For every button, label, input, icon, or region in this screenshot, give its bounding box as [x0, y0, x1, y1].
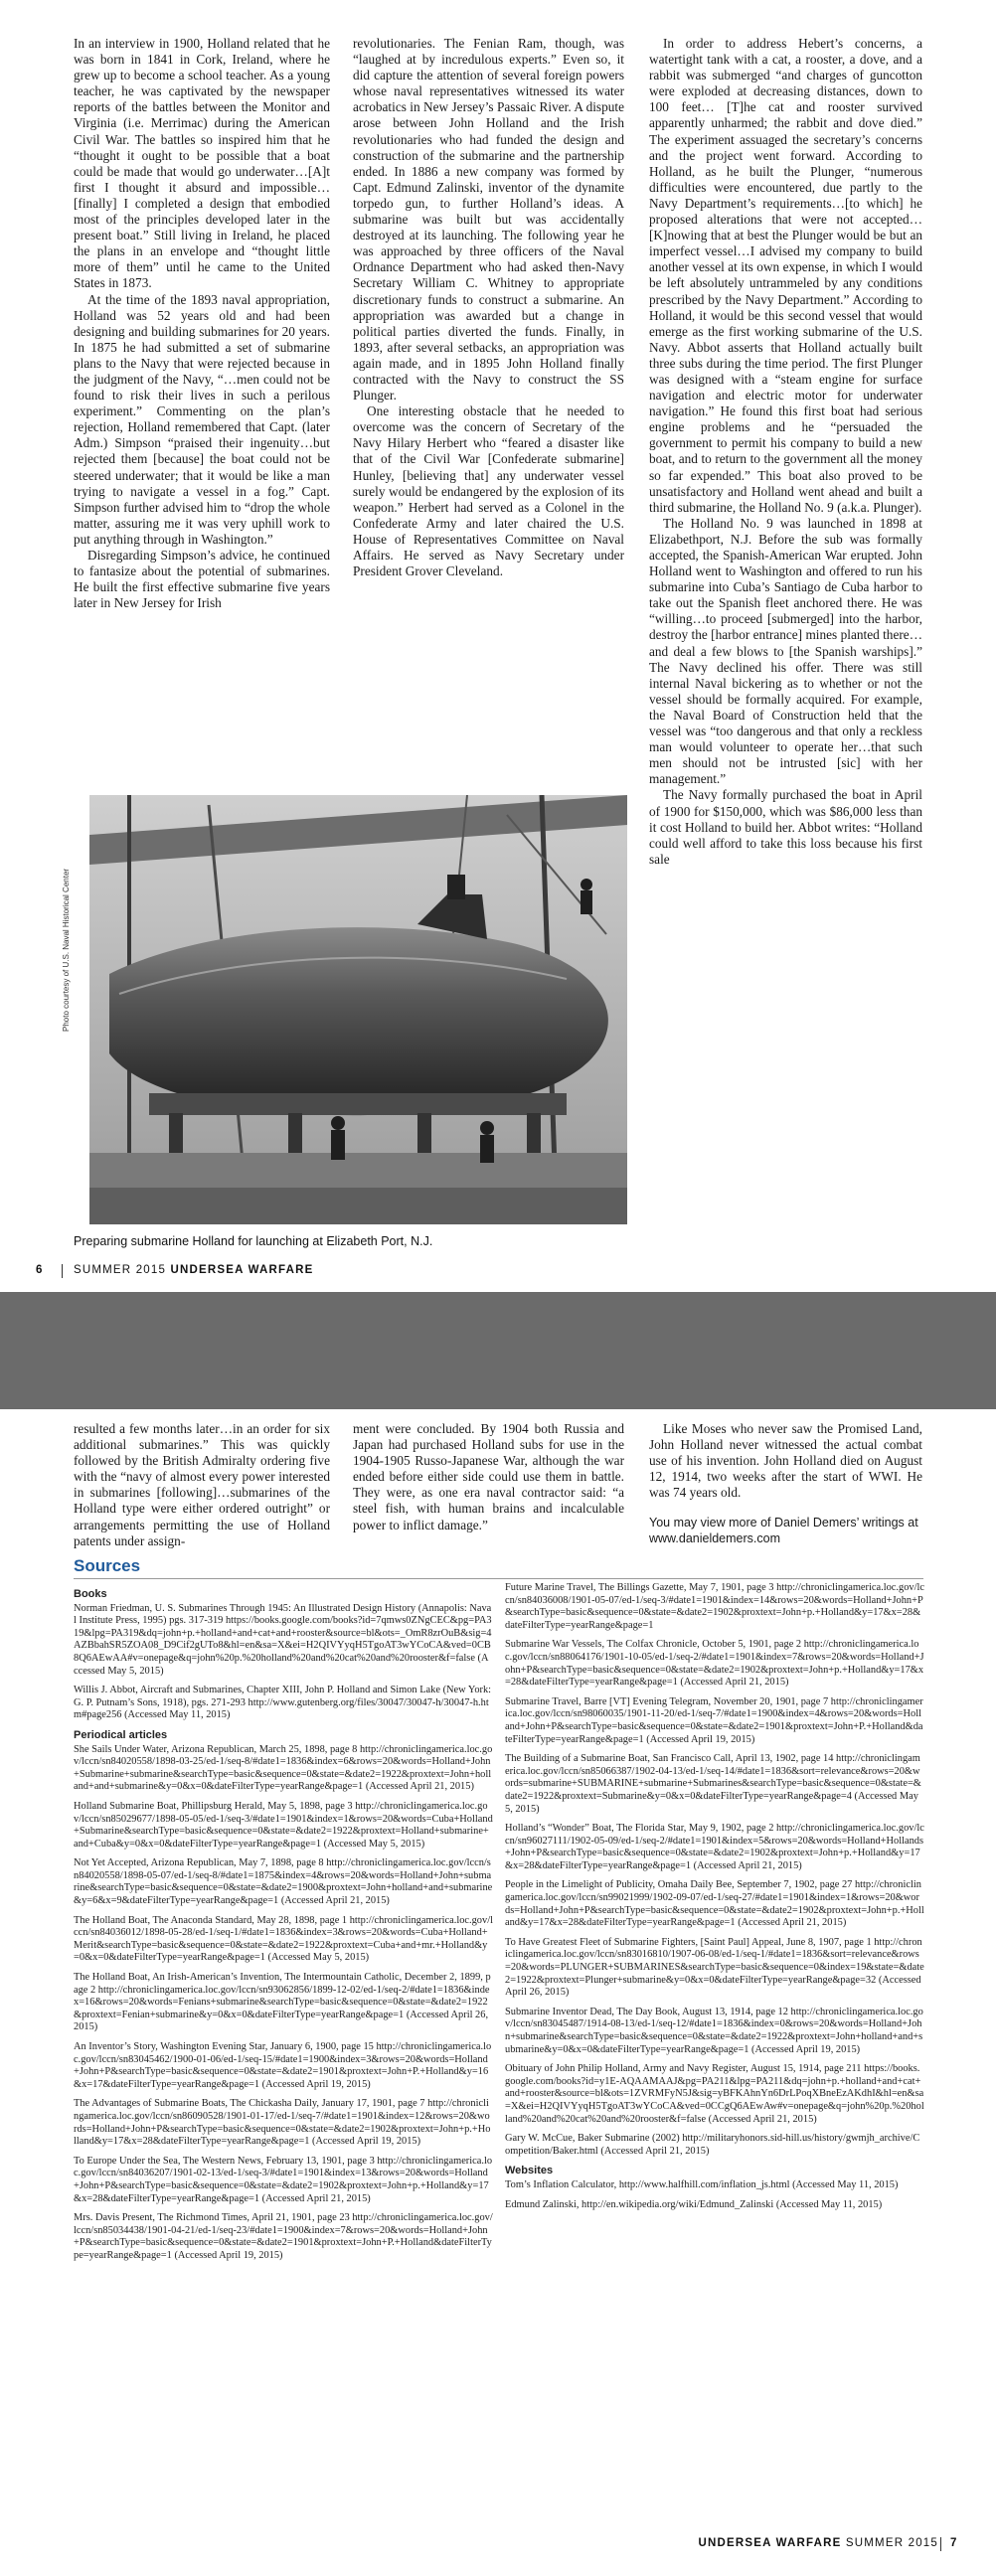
paragraph: Like Moses who never saw the Promised Land, John Holland never witnessed the actual combat use of his invention. John Holland died on August 12, 1914, two weeks after the start of WWI. He was 74 years old. [649, 1421, 922, 1501]
source-entry: Edmund Zalinski, http://en.wikipedia.org/wiki/Edmund_Zalinski (Accessed May 11, 2015) [505, 2198, 883, 2210]
sources-column-right [505, 1582, 924, 2218]
source-entry: She Sails Under Water, Arizona Republican, March 25, 1898, page 8 http://chroniclingamerica.loc.gov/lccn/sn84020558/1898-03-25/ed-1/seq-8/#date1=1836&index=6&rows=20&words=Holland+John+Submarine+submarine&searchType=basic&sequence=0&state=&date2=1922&proxtext=John+holland+and+submarine&y=0&x=0&dateFilterType=yearRange&page=1 (Accessed April 21, 2015) [74, 1743, 493, 1793]
paragraph: revolutionaries. The Fenian Ram, though, was “laughed at by incredulous experts.” Even so, it did capture the attention of several foreign powers whose naval representatives witnessed its water acrobatics in New Jersey’s Passaic River. A dispute arose between John Holland and the Irish revolutionaries who had funded the design and construction of the submarine and the partnership ended. In 1886 a new company was formed by Capt. Edmund Zalinski, inventor of the dynamite torpedo gun, to further Holland’s ideas. A submarine was built but was accidentally destroyed at its launching. The following year he was approached by three officers of the Naval Ordnance Department who had asked then-Navy Secretary William C. Whitney to appropriate discretionary funds to construct a submarine. An appropriation was awarded but a change in political parties diverted the funds. Finally, in 1893, after several setbacks, an appropriation was again made, and in 1895 John Holland finally contracted with the Navy to construct the SS Plunger. [353, 36, 624, 403]
source-entry: Tom’s Inflation Calculator, http://www.halfhill.com/inflation_js.html (Accessed May 11, 2015) [505, 2178, 899, 2190]
books-heading: Books [74, 1588, 107, 1600]
column-2 [353, 36, 624, 579]
websites-heading: Websites [505, 2165, 554, 2177]
page-7 [0, 1409, 996, 2576]
source-entry: An Inventor’s Story, Washington Evening Star, January 6, 1900, page 15 http://chroniclingamerica.loc.gov/lccn/sn83045462/1900-01-06/ed-1/seq-15/#date1=1900&index=3&rows=20&words=Holland+John+P&searchType=basic&sequence=0&state=&date2=1901&proxtext=John+P.+Holland&y=16&x=17&dateFilterType=yearRange&page=1 (Accessed April 19, 2015) [74, 2041, 492, 2090]
sources-rule [74, 1578, 923, 1579]
column-3 [649, 1421, 922, 1546]
source-entry: Not Yet Accepted, Arizona Republican, May 7, 1898, page 8 http://chroniclingamerica.loc.gov/lccn/sn84020558/1898-05-07/ed-1/seq-8/#date1=1875&index=4&rows=20&words=Holland+John+submarine&searchType=basic&sequence=0&state=&date2=1900&proxtext=John+holland+and+submarine&y=6&x=9&dateFilterType=yearRange&page=1 (Accessed April 21, 2015) [74, 1857, 493, 1907]
photo-caption: Preparing submarine Holland for launching at Elizabeth Port, N.J. [74, 1234, 433, 1248]
paragraph: In an interview in 1900, Holland related that he was born in 1841 in Cork, Ireland, where he grew up to become a school teacher. As a young teacher, he was captivated by the newspaper reports of the battles between the Monitor and Virginia (i.e. Merrimac) during the American Civil War. The battles so inspired him that he “thought it ought to be possible that a boat could be made that would go underwater…[A]t first I thought it absurd and impossible…[finally] I completed a design that embodied most of the principles developed later in the present boat.” Still living in Ireland, he placed the plans in an envelope and “thought little more of them” until he came to the United States in 1873. [74, 36, 330, 291]
author-byline: You may view more of Daniel Demers’ writings at www.danieldemers.com [649, 1516, 918, 1546]
photo-credit: Photo courtesy of U.S. Naval Historical Center [62, 868, 71, 1032]
periodicals-heading: Periodical articles [74, 1728, 168, 1741]
source-entry: Gary W. McCue, Baker Submarine (2002) http://militaryhonors.sid-hill.us/history/gwmjh_archive/Competition/Baker.html (Accessed April 21, 2015) [505, 2133, 920, 2157]
page-number: 7 [950, 2537, 958, 2549]
column-3 [649, 36, 922, 868]
column-2 [353, 1421, 624, 1533]
sources-heading: Sources [74, 1556, 141, 1575]
paragraph: One interesting obstacle that he needed to overcome was the concern of Secretary of the Navy Hilary Herbert who “feared a disaster like that of the Civil War [Confederate submarine] Hunley, [believing that] any underwater vessel surely would be endangered by the explosion of its weapon.” Herbert had served as a Colonel in the Confederate Army and later chaired the U.S. House of Representatives Committee on Naval Affairs. He served as Navy Secretary under President Grover Cleveland. [353, 403, 624, 579]
folio-right [950, 2537, 958, 2549]
source-entry: To Europe Under the Sea, The Western News, February 13, 1901, page 3 http://chroniclingamerica.loc.gov/lccn/sn84036207/1901-02-13/ed-1/seq-3/#date1=1901&index=13&rows=20&words=Holland+John+P&searchType=basic&sequence=0&state=&date2=1902&proxtext=John+p.+Holland&y=17&x=28&dateFilterType=yearRange&page=1 (Accessed April 21, 2015) [74, 2155, 493, 2204]
folio-divider [940, 2537, 941, 2551]
source-entry: Holland’s “Wonder” Boat, The Florida Star, May 9, 1902, page 2 http://chroniclingamerica.loc.gov/lccn/sn96027111/1902-05-09/ed-1/seq-2/#date1=1901&index=5&rows=20&words=Holland+Hollands+John+P&searchType=basic&sequence=0&state=&date2=1902&proxtext=John+p.+Holland&y=17&x=28&dateFilterType=yearRange&page=1 (Accessed April 21, 2015) [505, 1823, 924, 1871]
paragraph: resulted a few months later…in an order for six additional submarines.” This was quickly followed by the British Admiralty ordering five with the “navy of almost every power interested in submarines [following]…submarines of the Holland type were either ordered outright” or arrangements permitting the use of Holland patents under assign- [74, 1421, 330, 1548]
source-entry: Submarine Inventor Dead, The Day Book, August 13, 1914, page 12 http://chroniclingamerica.loc.gov/lccn/sn83045487/1914-08-13/ed-1/seq-12/#date1=1836&index=0&rows=20&words=Holland+John+submarine&searchType=basic&sequence=0&state=&date2=1922&proxtext=John+holland+and+submarine&y=0&x=0&dateFilterType=yearRange&page=1 (Accessed April 19, 2015) [505, 2006, 923, 2055]
column-1 [74, 1421, 330, 1549]
sources-column-left [74, 1582, 493, 2270]
paragraph: In order to address Hebert’s concerns, a watertight tank with a cat, a rooster, a dove, and a rabbit was submerged “and charges of guncotton were exploded at decreasing distances, down to 100 feet… [T]he cat and rooster survived apparently unharmed; the rabbit and dove died.” The experiment assuaged the secretary’s concerns and the project went forward. According to Holland, as he built the Plunger, “numerous difficulties were encountered, due partly to the Navy Department’s requirements…[to which] he proposed alterations that were not accepted… [K]nowing that at best the Plunger would be but an imperfect vessel…I advised my company to build another vessel at its own expense, in which I would be left absolutely untrammeled by any conditions prescribed by the Navy Department.” According to Holland, it would be this second vessel that would emerge as the first working submarine of the U.S. Navy. Abbot asserts that Holland actually built three subs during the time period. The first Plunger was designed with a “steam engine for surface navigation and electric motor for underwater navigation.” He found this first boat had serious engine problems and he “persuaded the government to permit his company to build a new boat, and to return to the government all the money so far expended.” This boat also proved to be unsatisfactory and Holland went ahead and built a third submarine, the Holland No. 9 (a.k.a. Plunger). [649, 36, 922, 515]
source-entry: Norman Friedman, U. S. Submarines Through 1945: An Illustrated Design History (Annapolis: Naval Institute Press, 1995) pgs. 317-319 https://books.google.com/books?id=7qmws0ZNgCEC&pg=PA319&lpg=PA319&dq=john+p.+holland+and+cat+and+rooster&source=bl&ots=_OmR8zrOuB&sig=4AZBbahSR5ZOA08_D9Cif2gUTo8&hl=en&sa=X&ei=H2QIVYyqH5TgoAT3wYCoCA&ved=0CB8Q6AEwAA#v=onepage&q=john%20p.%20holland%20and%20cat%20and%20rooster&f=false (Accessed May 5, 2015) [74, 1602, 492, 1677]
source-entry: Submarine War Vessels, The Colfax Chronicle, October 5, 1901, page 2 http://chroniclingamerica.loc.gov/lccn/sn88064176/1901-10-05/ed-1/seq-2/#date1=1901&index=7&rows=20&words=Holland+John+P&searchType=basic&sequence=0&state=&date2=1902&proxtext=John+p.+Holland&y=17&x=28&dateFilterType=yearRange&page=1 (Accessed April 21, 2015) [505, 1639, 924, 1689]
page-separator [0, 1292, 996, 1409]
source-entry: Submarine Travel, Barre [VT] Evening Telegram, November 20, 1901, page 7 http://chroniclingamerica.loc.gov/lccn/sn98060035/1901-11-20/ed-1/seq-7/#date1=1900&index=4&rows=20&words=Holland+John+P&searchType=basic&sequence=0&state=&date2=1901&proxtext=John+P.+Holland&dateFilterType=yearRange&page=1 (Accessed April 19, 2015) [505, 1695, 923, 1745]
paragraph: ment were concluded. By 1904 both Russia and Japan had purchased Holland subs for use in the 1904-1905 Russo-Japanese War, although the war ended before either side could use them in battle. They were, as one era naval contractor said: “a steel fish, with human brains and incalculable power to inflict damage.” [353, 1421, 624, 1532]
column-1 [74, 36, 330, 611]
paragraph: Disregarding Simpson’s advice, he continued to fantasize about the potential of submarines. He built the first effective submarine five years later in New Jersey for Irish [74, 548, 330, 611]
paragraph: The Holland No. 9 was launched in 1898 at Elizabethport, N.J. Before the sub was formally accepted, the Spanish-American War erupted. John Holland went to Washington and offered to run his submarine into Cuba’s Santiago de Cuba harbor to take out the Spanish fleet anchored there. He was “willing…to proceed [submerged] into the harbor, destroy the [harbor entrance] mines planted there…and deal a few blows to [the Spanish warships].” The Navy declined his offer. There was still internal Naval bickering as to whether or not the vessel should be formally acquired. For example, the Naval Board of Construction held that the vessel was “too dangerous and that only a reckless man would volunteer to operate her…that such men should not be intrusted [sic] with her management.” [649, 515, 922, 787]
source-entry: Future Marine Travel, The Billings Gazette, May 7, 1901, page 3 http://chroniclingamerica.loc.gov/lccn/sn84036008/1901-05-07/ed-1/seq-3/#date1=1901&index=14&rows=20&words=Holland+John+P&searchType=basic&sequence=0&state=&date2=1902&proxtext=John+p.+Holland&y=17&x=28&dateFilterType=yearRange&page=1 [505, 1582, 924, 1631]
folio-divider [62, 1264, 63, 1278]
source-entry: Willis J. Abbot, Aircraft and Submarines, Chapter XIII, John P. Holland and Simon Lake (New York: G. P. Putnam’s Sons, 1918), pgs. 271-293 http://www.gutenberg.org/files/30047/30047-h/30047-h.htm#page256 (Accessed May 11, 2015) [74, 1685, 492, 1721]
source-entry: Holland Submarine Boat, Phillipsburg Herald, May 5, 1898, page 3 http://chroniclingamerica.loc.gov/lccn/sn85029677/1898-05-05/ed-1/seq-3/#date1=1901&index=1&rows=20&words=Cuba+Holland+Submarine&searchType=basic&sequence=0&state=&date2=1922&proxtext=Holland+submarine+and+Cuba&y=0&x=0&dateFilterType=yearRange&page=1 (Accessed May 5, 2015) [74, 1800, 493, 1850]
source-entry: The Building of a Submarine Boat, San Francisco Call, April 13, 1902, page 14 http://chroniclingamerica.loc.gov/lccn/sn85066387/1902-04-13/ed-1/seq-14/#date1=1836&sort=relevance&rows=20&words=submarine+SUBMARINE+submarine+Submarines&searchType=basic&sequence=0&state=&date2=1922&proxtext=Submarine&y=0&x=0&dateFilterType=yearRange&page=4 (Accessed May 5, 2015) [505, 1753, 921, 1815]
source-entry: Mrs. Davis Present, The Richmond Times, April 21, 1901, page 23 http://chroniclingamerica.loc.gov/lccn/sn85034438/1901-04-21/ed-1/seq-23/#date1=1900&index=7&rows=20&words=Holland+John+P&searchType=basic&sequence=0&state=&date2=1901&proxtext=John+P.+Holland&dateFilterType=yearRange&page=1 (Accessed April 19, 2015) [74, 2212, 493, 2261]
paragraph: The Navy formally purchased the boat in April of 1900 for $150,000, which was $86,000 less than it cost Holland to build her. Abbot writes: “Holland could well afford to take this loss because his first sale [649, 787, 922, 867]
paragraph: At the time of the 1893 naval appropriation, Holland was 52 years old and had been designing and building submarines for 20 years. In 1875 he had submitted a set of submarine plans to the Navy that were rejected because in the judgment of the Navy, “…men could not be found to risk their lives in such a perilous experiment.” Commenting on the plan’s rejection, Holland remembered that Capt. (later Adm.) Simpson “praised their ingenuity…but rejected them [because] the boat could not be steered underwater; that it would be like a man trying to navigate a vessel in a fog.” Capt. Simpson further advised him to “drop the whole matter, assuring me it was very uphill work to put anything through in Washington.” [74, 291, 330, 547]
folio-issue: UNDERSEA WARFARE SUMMER 2015 [698, 2537, 938, 2549]
source-entry: The Advantages of Submarine Boats, The Chickasha Daily, January 17, 1901, page 7 http://chroniclingamerica.loc.gov/lccn/sn86090528/1901-01-17/ed-1/seq-7/#date1=1901&index=12&rows=20&words=Holland+John+P&searchType=basic&sequence=0&state=&date2=1902&proxtext=John+p.+Holland&y=17&x=28&dateFilterType=yearRange&page=1 (Accessed April 19, 2015) [74, 2098, 491, 2148]
source-entry: The Holland Boat, The Anaconda Standard, May 28, 1898, page 1 http://chroniclingamerica.loc.gov/lccn/sn84036012/1898-05-28/ed-1/seq-1/#date1=1836&index=3&rows=20&words=Cuba+Holland+Merit&searchType=basic&sequence=0&state=&date2=1922&proxtext=Cuba+and+mr.+Holland&y=0&x=0&dateFilterType=yearRange&page=1 (Accessed May 5, 2015) [74, 1914, 493, 1964]
folio-issue: SUMMER 2015 UNDERSEA WARFARE [74, 1264, 314, 1276]
source-entry: People in the Limelight of Publicity, Omaha Daily Bee, September 7, 1902, page 27 http://chroniclingamerica.loc.gov/lccn/sn99021999/1902-09-07/ed-1/seq-27/#date1=1901&index=1&rows=20&words=Holland+John+P&searchType=basic&sequence=0&state=&date2=1902&proxtext=John+p.+Holland&y=17&x=28&dateFilterType=yearRange&page=1 (Accessed April 21, 2015) [505, 1879, 924, 1929]
source-entry: The Holland Boat, An Irish-American’s Invention, The Intermountain Catholic, December 2, 1899, page 2 http://chroniclingamerica.loc.gov/lccn/sn93062856/1899-12-02/ed-1/seq-2/#date1=1836&index=16&rows=20&words=Fenians+submarine&searchType=basic&sequence=0&state=&date2=1922&proxtext=Fenian+submarine&y=0&x=0&dateFilterType=yearRange&page=1 (Accessed April 26, 2015) [74, 1972, 491, 2033]
submarine-photo [89, 795, 627, 1224]
source-entry: Obituary of John Philip Holland, Army and Navy Register, August 15, 1914, page 211 https://books.google.com/books?id=y1E-AQAAMAAJ&pg=PA211&lpg=PA211&dq=john+p.+holland+and+cat+and+rooster&source=bl&ots=1ZVRMFyN5J&sig=yBFKAhnYn6DrLPoqXBneEzAKdhI&hl=en&sa=X&ei=H2QIVYyqH5TgoAT3wYCoCA&ved=0CCgQ6AEwAw#v=onepage&q=john%20p.%20holland%20and%20cat%20and%20rooster&f=false (Accessed April 21, 2015) [505, 2063, 924, 2125]
folio-left [36, 1264, 44, 1276]
page-number: 6 [36, 1264, 44, 1276]
source-entry: To Have Greatest Fleet of Submarine Fighters, [Saint Paul] Appeal, June 8, 1907, page 1 http://chroniclingamerica.loc.gov/lccn/sn83016810/1907-06-08/ed-1/seq-1/#date1=1836&sort=relevance&rows=20&words=PLUNGER+SUBMARINES&searchType=basic&sequence=0&index=19&state=&date2=1922&proxtext=Plunger+submarine&y=0&x=0&dateFilterType=yearRange&page=32 (Accessed April 26, 2015) [505, 1936, 924, 1999]
